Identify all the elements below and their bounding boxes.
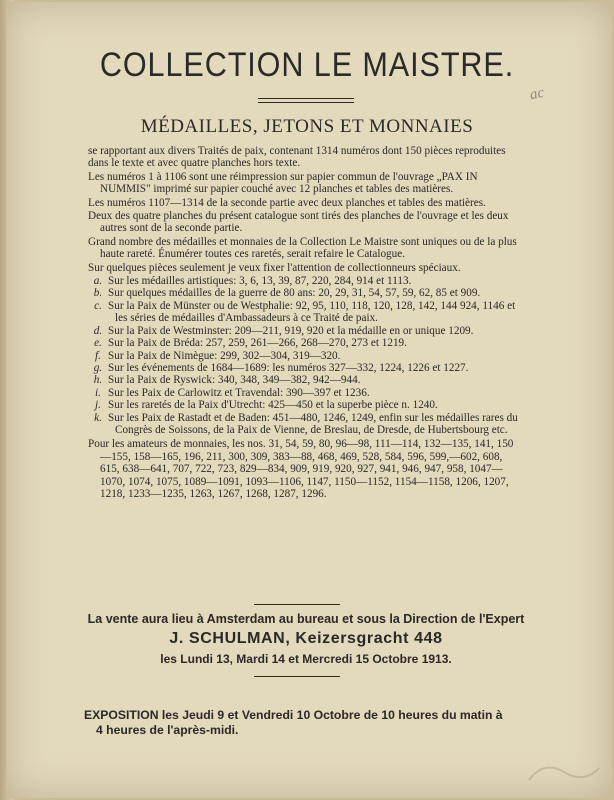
paper-stain	[524, 750, 604, 790]
item-letter: c.	[94, 299, 102, 312]
item-letter: h.	[93, 374, 103, 387]
list-item	[88, 325, 518, 337]
exposition-notice	[84, 708, 524, 738]
item-letter: j.	[95, 399, 101, 412]
item-letter: k.	[94, 411, 102, 424]
item-text: Sur la Paix de Westminster: 209—211, 919, 920 et la médaille en or unique 1209.	[108, 324, 474, 337]
item-text: Sur les Paix de Rastadt et de Baden: 451—480, 1246, 1249, enfin sur les médailles rares du Congrès de Soissons, de la Paix de Vienne, de Breslau, de Dresde, de Hubertsbourg etc.	[108, 411, 518, 436]
handwritten-note: ac	[528, 84, 546, 104]
list-item	[88, 362, 518, 374]
item-letter: i.	[95, 386, 101, 399]
list-item	[88, 374, 518, 386]
item-letter: f.	[95, 349, 101, 362]
item-letter: a.	[93, 275, 103, 288]
list-item	[88, 275, 518, 287]
item-text: Sur les raretés de la Paix d'Utrecht: 425—450 et la superbe pièce n. 1240.	[108, 399, 438, 412]
section-rule	[254, 676, 340, 677]
item-text: Sur quelques médailles de la guerre de 80 ans: 20, 29, 31, 54, 57, 59, 62, 85 et 909.	[108, 287, 481, 300]
section-rule	[254, 604, 340, 605]
item-letter: g.	[93, 361, 103, 374]
item-text: Sur les médailles artistiques: 3, 6, 13, 39, 87, 220, 284, 914 et 1113.	[108, 275, 412, 288]
list-item	[88, 350, 518, 362]
paragraph: Deux des quatre planches du présent catalogue sont tirés des planches de l'ouvrage et les deux autres sont de la seconde partie.	[88, 210, 509, 235]
sale-line-location: La vente aura lieu à Amsterdam au bureau et sous la Direction de l'Expert	[87, 612, 525, 626]
item-letter: b.	[93, 287, 103, 300]
page-title: COLLECTION LE MAISTRE.	[99, 46, 515, 84]
item-text: Sur la Paix de Bréda: 257, 259, 261—266, 268—270, 273 et 1219.	[108, 337, 407, 350]
list-item	[88, 300, 518, 325]
catalogue-body	[88, 145, 518, 501]
item-text: Sur les Paix de Carlowitz et Travendal: 390—397 et 1236.	[108, 386, 370, 399]
item-text: Sur la Paix de Münster ou de Westphalie: 92, 95, 110, 118, 120, 128, 142, 144 924, 1146 et les séries de médailles d'Ambassadeurs à ce Traité de paix.	[108, 299, 516, 325]
item-letter: e.	[94, 337, 102, 350]
sale-expert-name: J. SCHULMAN, Keizersgracht 448	[169, 630, 443, 647]
item-text: Sur la Paix de Ryswick: 340, 348, 349—382, 942—944.	[108, 374, 361, 387]
list-item	[88, 337, 518, 349]
sale-dates: les Lundi 13, Mardi 14 et Mercredi 15 Octobre 1913.	[160, 652, 452, 666]
paragraph: Les numéros 1 à 1106 sont une réimpression sur papier commun de l'ouvrage „PAX IN NUMMIS" imprimé sur papier couché avec 12 planches et tables des matières.	[88, 170, 478, 196]
title-rule-bottom	[258, 102, 354, 103]
paragraph: Les numéros 1107—1314 de la seconde partie avec deux planches et tables des matières.	[88, 196, 486, 209]
item-text: Sur la Paix de Nimègue: 299, 302—304, 319—320.	[108, 349, 341, 362]
list-item	[88, 399, 518, 411]
exposition-line-2: 4 heures de l'après-midi.	[96, 723, 239, 737]
paragraph-intro: se rapportant aux divers Traités de paix, contenant 1314 numéros dont 150 pièces reproduites dans le texte et avec quatre planches hors texte.	[88, 145, 506, 170]
list-item	[88, 412, 518, 437]
item-text: Sur les événements de 1684—1689: les numéros 327—332, 1224, 1226 et 1227.	[108, 361, 469, 374]
sale-notice	[84, 612, 528, 666]
paragraph: Grand nombre des médailles et monnaies de la Collection Le Maistre sont uniques ou de la plus haute rareté. Énumérer toutes ces raretés, serait refaire le Catalogue.	[88, 235, 517, 261]
subtitle: MÉDAILLES, JETONS ET MONNAIES	[140, 116, 474, 137]
paragraph: Sur quelques pièces seulement je veux fixer l'attention de collectionneurs spéciaux.	[88, 261, 461, 274]
exposition-line-1: EXPOSITION les Jeudi 9 et Vendredi 10 Octobre de 10 heures du matin à	[84, 708, 503, 722]
list-item	[88, 387, 518, 399]
paragraph-coins: Pour les amateurs de monnaies, les nos. 31, 54, 59, 80, 96—98, 111—114, 132—135, 141, 150—155, 158—165, 196, 211, 300, 309, 383—88, 468, 469, 528, 584, 596, 599,—602, 608, 615, 638—641, 707, 722, 723, 829—834, 909, 919, 920, 927, 941, 946, 947, 958, 1047—1070, 1074, 1075, 1089—1091, 1093—1106, 1147, 1150—1152, 1154—1158, 1206, 1207, 1218, 1233—1235, 1263, 1267, 1268, 1287, 1296.	[88, 438, 514, 500]
item-letter: d.	[93, 324, 103, 337]
title-rule-top	[258, 98, 354, 99]
list-item	[88, 287, 518, 299]
